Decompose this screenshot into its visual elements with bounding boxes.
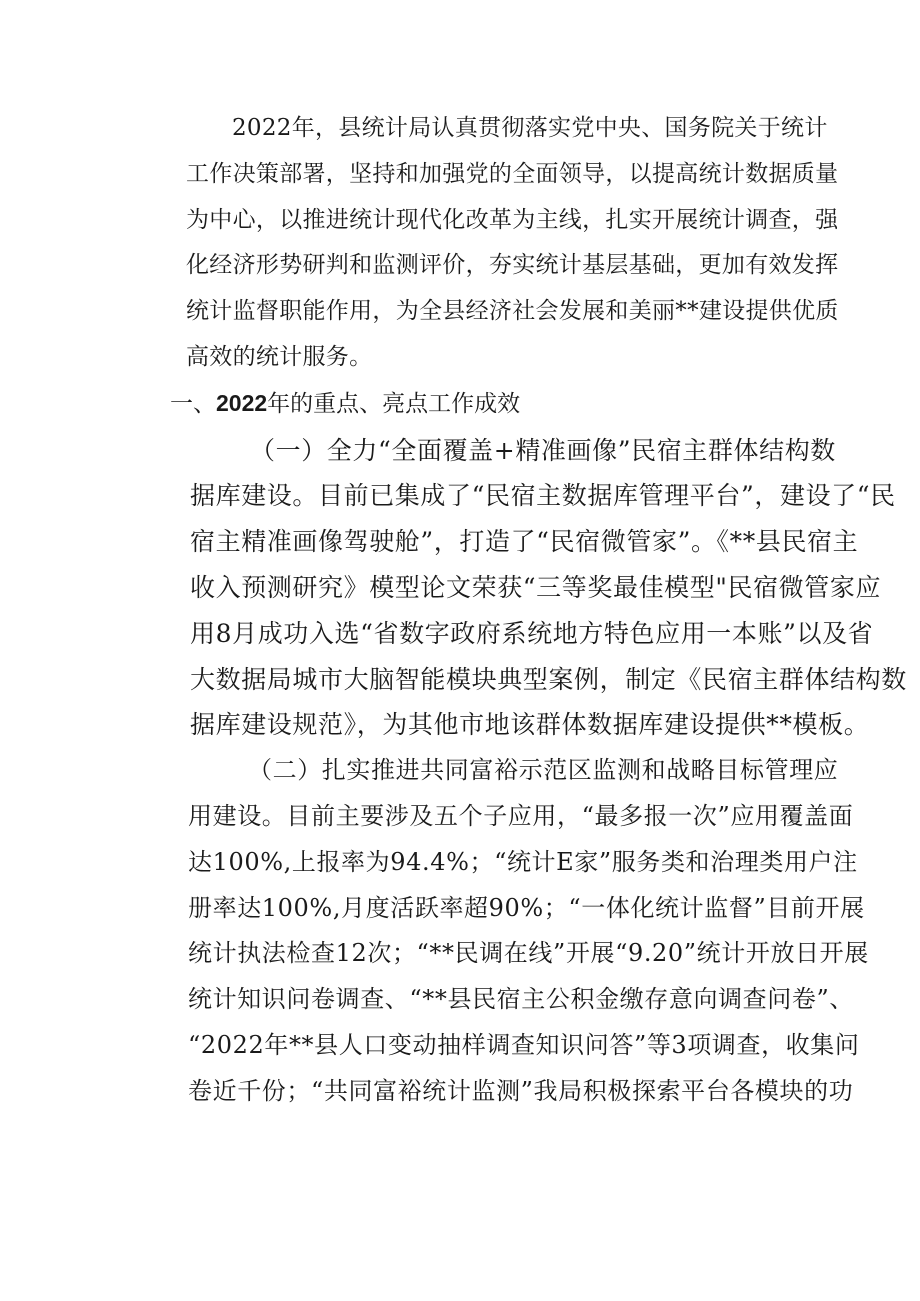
document-page	[140, 106, 907, 1115]
text-line: 大数据局城市大脑智能模块典型案例，制定《民宿主群体结构数	[190, 664, 907, 694]
text-line: 高效的统计服务。	[186, 343, 373, 370]
text-line: 用8月成功入选“省数字政府系统地方特色应用一本账”以及省	[190, 618, 874, 648]
heading-year: 2022	[216, 389, 268, 416]
text-line: 据库建设。目前已集成了“民宿主数据库管理平台”，建设了“民	[190, 481, 896, 511]
text-line: 统计监督职能作用，为全县经济社会发展和美丽**建设提供优质	[186, 298, 839, 325]
text-line: 工作决策部署，坚持和加强党的全面领导，以提高统计数据质量	[186, 160, 839, 187]
text-line: 为中心，以推进统计现代化改革为主线，扎实开展统计调查，强	[186, 206, 839, 233]
item-2-paragraph	[140, 748, 869, 1114]
section-heading	[140, 381, 784, 428]
heading-prefix: 一、	[170, 390, 216, 417]
intro-paragraph	[140, 106, 839, 381]
text-line: 统计执法检查12次；“**民调在线”开展“9.20”统计开放日开展	[188, 939, 869, 968]
text-line: 册率达100%,月度活跃率超90%；“一体化统计监督”目前开展	[188, 893, 865, 922]
text-line: 据库建设规范》，为其他市地该群体数据库建设提供**模板。	[190, 710, 870, 740]
text-line: 达100%,上报率为94.4%；“统计E家”服务类和治理类用户注	[188, 847, 858, 876]
text-line: 统计知识问卷调查、“**县民宿主公积金缴存意向调查问卷”、	[188, 985, 854, 1014]
text-line: （二）扎实推进共同富裕示范区监测和战略目标管理应	[248, 756, 839, 785]
heading-suffix: 年的重点、亮点工作成效	[267, 390, 521, 417]
text-line: 用建设。目前主要涉及五个子应用，“最多报一次”应用覆盖面	[188, 801, 854, 830]
text-line: “2022年**县人口变动抽样调查知识问答”等3项调查，收集问	[188, 1030, 860, 1059]
text-line: （一）全力“全面覆盖+精准画像”民宿主群体结构数	[250, 435, 836, 465]
item-1-paragraph	[140, 428, 907, 749]
text-line: 宿主精准画像驾驶舱”，打造了“民宿微管家”。《**县民宿主	[190, 527, 859, 557]
text-line: 化经济形势研判和监测评价，夯实统计基层基础，更加有效发挥	[186, 252, 839, 279]
text-line: 收入预测研究》模型论文荣获“三等奖最佳模型"民宿微管家应	[190, 572, 882, 602]
text-line: 卷近千份；“共同富裕统计监测”我局积极探索平台各模块的功	[188, 1076, 854, 1105]
text-line: 2022年，县统计局认真贯彻落实党中央、国务院关于统计	[232, 115, 828, 141]
